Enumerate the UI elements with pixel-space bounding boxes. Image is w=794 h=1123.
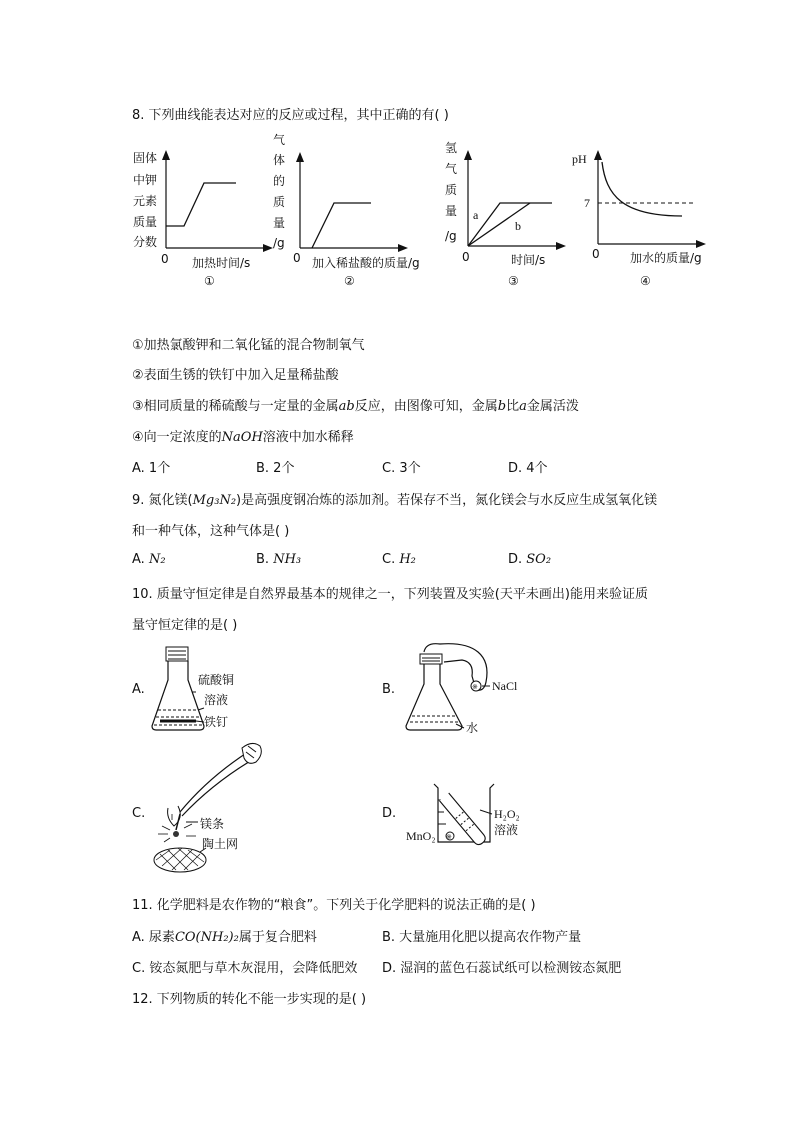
q11-option-b: B. 大量施用化肥以提高农作物产量 bbox=[382, 930, 582, 945]
g4-origin: 0 bbox=[592, 247, 600, 261]
q10-option-d-letter: D. bbox=[382, 806, 397, 821]
label-copper-sulfate: 硫酸铜 bbox=[198, 673, 235, 687]
graph-2 bbox=[268, 130, 448, 290]
q8-option-b: B. 2个 bbox=[256, 461, 295, 476]
graph-4-curve bbox=[602, 162, 682, 216]
g2-yl-1: 体 bbox=[273, 153, 286, 167]
g1-yl-0: 固体 bbox=[133, 151, 158, 165]
q10-stem-line2: 量守恒定律的是( ) bbox=[132, 618, 238, 633]
q9-option-b: B. NH₃ bbox=[256, 552, 302, 567]
g3-yl-3: 量 bbox=[445, 204, 458, 218]
q10-option-c-letter: C. bbox=[132, 806, 146, 821]
label-nacl: NaCl bbox=[492, 679, 518, 693]
q10-option-b-letter: B. bbox=[382, 682, 396, 697]
g3-yl-1: 气 bbox=[445, 162, 458, 176]
g3-origin: 0 bbox=[462, 250, 470, 264]
q8-stem: 8. 下列曲线能表达对应的反应或过程，其中正确的有( ) bbox=[132, 108, 449, 123]
label-solution-d: 溶液 bbox=[494, 823, 519, 837]
g3-label-b: b bbox=[515, 219, 521, 233]
g1-num: ① bbox=[204, 274, 215, 288]
g2-yl-5: /g bbox=[273, 236, 285, 250]
q9-stem-line2: 和一种气体，这种气体是( ) bbox=[132, 524, 290, 539]
q12-stem: 12. 下列物质的转化不能一步实现的是( ) bbox=[132, 992, 367, 1007]
graph-4 bbox=[570, 140, 730, 290]
q9-option-a: A. N₂ bbox=[132, 552, 166, 567]
graph-1-curve bbox=[166, 183, 236, 226]
svg-text:※: ※ bbox=[472, 683, 478, 691]
label-iron-nail: 铁钉 bbox=[204, 715, 229, 729]
g2-yl-3: 质 bbox=[273, 195, 286, 209]
apparatus-b-flask bbox=[400, 640, 540, 740]
q8-option-d: D. 4个 bbox=[508, 461, 548, 476]
apparatus-c-burning bbox=[148, 738, 268, 878]
q9-stem-line1: 9. 氮化镁(Mg₃N₂)是高强度钢冶炼的添加剂。若保存不当，氮化镁会与水反应生成氢氧化镁 bbox=[132, 493, 658, 508]
graph-3-ylabel bbox=[445, 141, 457, 243]
graph-2-curve bbox=[312, 203, 371, 248]
apparatus-d-beaker bbox=[400, 780, 540, 850]
ceramic-mesh bbox=[154, 848, 206, 872]
g1-yl-3: 质量 bbox=[133, 215, 158, 229]
apparatus-a-flask bbox=[148, 644, 258, 736]
q9-option-d: D. SO₂ bbox=[508, 552, 552, 567]
label-water: 水 bbox=[466, 721, 479, 735]
q8-statement-4: ④向一定浓度的NaOH溶液中加水稀释 bbox=[132, 430, 354, 445]
label-mg-ribbon: 镁条 bbox=[200, 817, 225, 831]
g1-yl-1: 中钾 bbox=[133, 173, 158, 187]
g3-yl-2: 质 bbox=[445, 183, 458, 197]
q11-stem: 11. 化学肥料是农作物的“粮食”。下列关于化学肥料的说法正确的是( ) bbox=[132, 898, 536, 913]
g2-yl-2: 的 bbox=[273, 174, 286, 188]
g1-yl-4: 分数 bbox=[133, 235, 158, 249]
g2-origin: 0 bbox=[293, 251, 301, 265]
g3-yl-0: 氢 bbox=[445, 141, 458, 155]
g4-xlabel: 加水的质量/g bbox=[630, 251, 702, 265]
q8-option-c: C. 3个 bbox=[382, 461, 421, 476]
q9-option-c: C. H₂ bbox=[382, 552, 416, 567]
q8-statement-3: ③相同质量的稀硫酸与一定量的金属ab反应，由图像可知，金属b比a金属活泼 bbox=[132, 399, 579, 414]
g3-num: ③ bbox=[508, 274, 519, 288]
tongs-lower bbox=[182, 760, 252, 816]
g4-num: ④ bbox=[640, 274, 651, 288]
q11-option-a: A. 尿素CO(NH₂)₂属于复合肥料 bbox=[132, 930, 317, 945]
graph-3 bbox=[440, 140, 570, 290]
g1-yl-2: 元素 bbox=[133, 194, 158, 208]
label-ceramic-mesh: 陶土网 bbox=[202, 837, 239, 851]
q11-option-c: C. 铵态氮肥与草木灰混用，会降低肥效 bbox=[132, 961, 358, 976]
q8-statement-2: ②表面生锈的铁钉中加入足量稀盐酸 bbox=[132, 368, 339, 383]
curve-a bbox=[468, 203, 552, 246]
q10-stem-line1: 10. 质量守恒定律是自然界最基本的规律之一，下列装置及实验(天平未画出)能用来验证质 bbox=[132, 587, 648, 602]
g3-yl-4: /g bbox=[445, 229, 457, 243]
g2-yl-4: 量 bbox=[273, 216, 286, 230]
g4-tick-7: 7 bbox=[584, 196, 590, 210]
svg-text:※: ※ bbox=[446, 833, 452, 841]
graph-1-ylabel bbox=[133, 150, 157, 249]
q11-option-d: D. 湿润的蓝色石蕊试纸可以检测铵态氮肥 bbox=[382, 961, 622, 976]
q8-statement-1: ①加热氯酸钾和二氧化锰的混合物制氧气 bbox=[132, 338, 365, 353]
tongs-upper bbox=[180, 752, 248, 812]
label-h2o2: H₂O₂ bbox=[494, 807, 520, 821]
g3-label-a: a bbox=[473, 208, 479, 222]
g1-origin: 0 bbox=[161, 252, 169, 266]
g2-xlabel: 加入稀盐酸的质量/g bbox=[312, 256, 420, 270]
label-solution-a: 溶液 bbox=[204, 693, 229, 707]
g3-xlabel: 时间/s bbox=[511, 253, 546, 267]
flame bbox=[173, 831, 179, 837]
label-mno2: MnO₂ bbox=[406, 829, 436, 843]
graph-2-ylabel bbox=[273, 132, 285, 250]
g1-xlabel: 加热时间/s bbox=[192, 256, 251, 270]
g4-ylabel: pH bbox=[572, 152, 587, 166]
q8-option-a: A. 1个 bbox=[132, 461, 171, 476]
g2-num: ② bbox=[344, 274, 355, 288]
graph-1 bbox=[130, 138, 280, 288]
g2-yl-0: 气 bbox=[273, 133, 286, 147]
q10-option-a-letter: A. bbox=[132, 682, 145, 697]
